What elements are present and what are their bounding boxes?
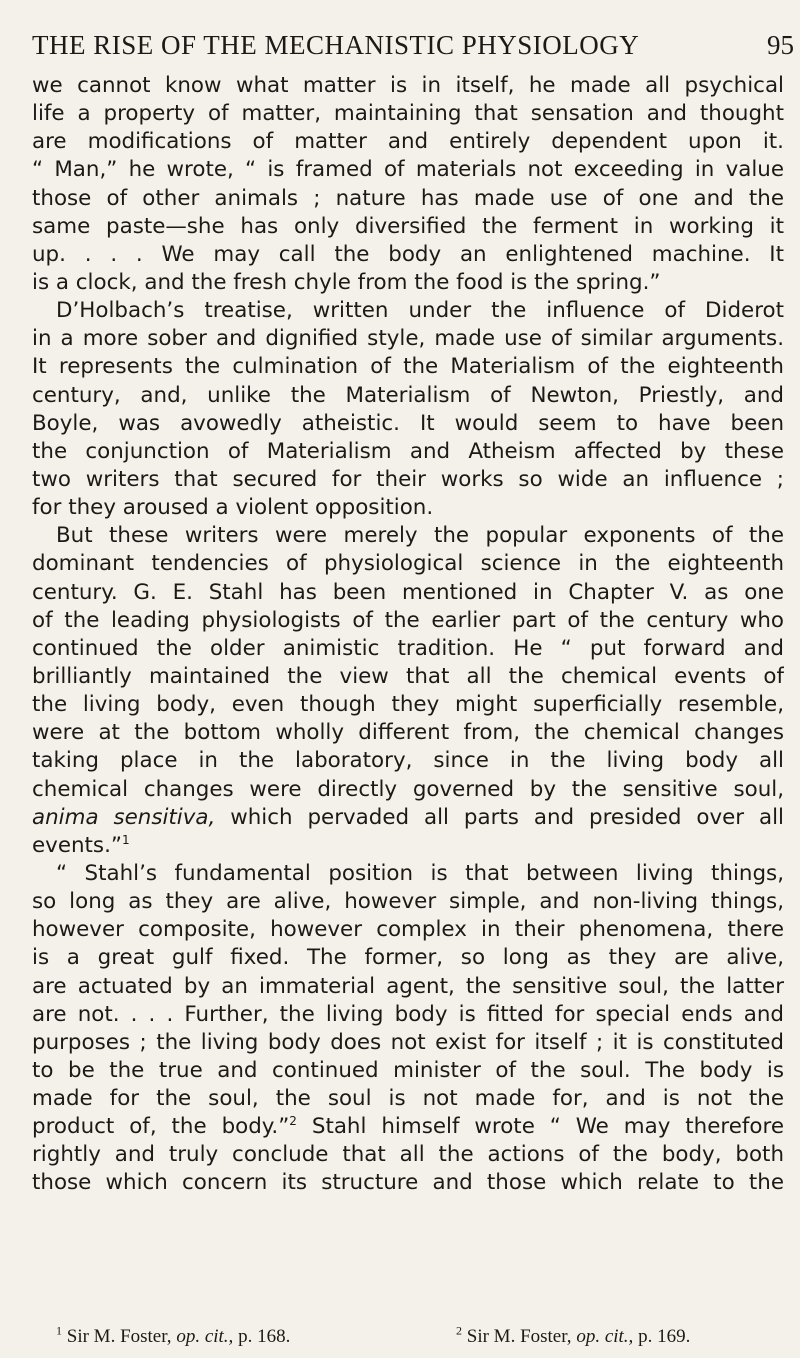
- text-line: is a clock, and the fresh chyle from the food is the spring.”: [32, 269, 661, 295]
- text-line: in a more sober and dignified style, made use of similar arguments.: [32, 326, 784, 352]
- page-number: 95: [767, 30, 794, 60]
- text-line: of the leading physiologists of the earlier part of the century who: [32, 607, 784, 633]
- text-line: the living body, even though they might superficially resemble,: [32, 692, 784, 718]
- footnotes: [56, 1323, 796, 1350]
- footnote-ref[interactable]: 1: [121, 832, 130, 847]
- text-line: But these writers were merely the popular exponents of the: [56, 523, 784, 549]
- text-line: life a property of matter, maintaining that sensation and thought: [32, 101, 784, 127]
- text-line: same paste—she has only diversified the ferment in working it: [32, 213, 784, 239]
- footnote-1: $^1$ Sir M. Foster, op. cit., p. 168.: [56, 1323, 291, 1347]
- text-line: are actuated by an immaterial agent, the sensitive soul, the latter: [32, 973, 784, 999]
- text-line: were at the bottom wholly different from, the chemical changes: [32, 720, 784, 746]
- text-line: taking place in the laboratory, since in the living body all: [32, 748, 784, 774]
- text-line: to be the true and continued minister of the soul. The body is: [32, 1057, 784, 1083]
- text-line: century. G. E. Stahl has been mentioned in Chapter V. as one: [32, 579, 784, 605]
- text-line: we cannot know what matter is in itself, he made all psychical: [32, 73, 784, 98]
- text-line: anima sensitiva, which pervaded all parts and presided over all: [32, 804, 784, 830]
- text-line: chemical changes were directly governed by the sensitive soul,: [32, 776, 784, 802]
- text-line: “ Man,” he wrote, “ is framed of materials not exceeding in value: [32, 157, 784, 183]
- text-line: are not. . . . Further, the living body is fitted for special ends and: [32, 1001, 784, 1027]
- text-line: It represents the culmination of the Materialism of the eighteenth: [32, 354, 784, 380]
- footnote-number: 1: [56, 1323, 62, 1338]
- text-line: rightly and truly conclude that all the actions of the body, both: [32, 1142, 784, 1168]
- running-title: THE RISE OF THE MECHANISTIC PHYSIOLOGY: [32, 30, 640, 60]
- text-line: continued the older animistic tradition. He “ put forward and: [32, 635, 784, 661]
- text-line: Boyle, was avowedly atheistic. It would seem to have been: [32, 410, 784, 436]
- body-text: [32, 72, 784, 1198]
- text-line: purposes ; the living body does not exist for itself ; it is constituted: [32, 1029, 784, 1055]
- text-line: events.”$^1$: [32, 832, 130, 858]
- text-line: two writers that secured for their works so wide an influence ;: [32, 466, 784, 492]
- text-line: are modifications of matter and entirely dependent upon it.: [32, 129, 784, 155]
- text-line: up. . . . We may call the body an enlightened machine. It: [32, 241, 784, 267]
- text-line: so long as they are alive, however simple, and non-living things,: [32, 889, 784, 915]
- text-line: those of other animals ; nature has made use of one and the: [32, 185, 784, 211]
- page-header: [24, 10, 794, 62]
- footnote-ref[interactable]: 2: [289, 1114, 297, 1129]
- text-line: the conjunction of Materialism and Atheism affected by these: [32, 438, 784, 464]
- footnote-number: 2: [456, 1323, 462, 1338]
- footnote-2: $^2$ Sir M. Foster, op. cit., p. 169.: [456, 1323, 691, 1347]
- text-line: “ Stahl’s fundamental position is that between living things,: [56, 860, 784, 886]
- text-line: brilliantly maintained the view that all the chemical events of: [32, 663, 784, 689]
- text-line: is a great gulf fixed. The former, so long as they are alive,: [32, 945, 784, 971]
- text-line: D’Holbach’s treatise, written under the influence of Diderot: [56, 298, 784, 324]
- text-line: for they aroused a violent opposition.: [32, 495, 434, 521]
- italic-term: anima sensitiva,: [32, 804, 216, 830]
- text-line: product of, the body.”$^2$ Stahl himself wrote “ We may therefore: [32, 1114, 784, 1140]
- text-line: century, and, unlike the Materialism of Newton, Priestly, and: [32, 382, 784, 408]
- text-line: made for the soul, the soul is not made for, and is not the: [32, 1086, 784, 1112]
- text-line: dominant tendencies of physiological science in the eighteenth: [32, 551, 784, 577]
- text-line: however composite, however complex in their phenomena, there: [32, 917, 784, 943]
- text-line: those which concern its structure and those which relate to the: [32, 1170, 784, 1196]
